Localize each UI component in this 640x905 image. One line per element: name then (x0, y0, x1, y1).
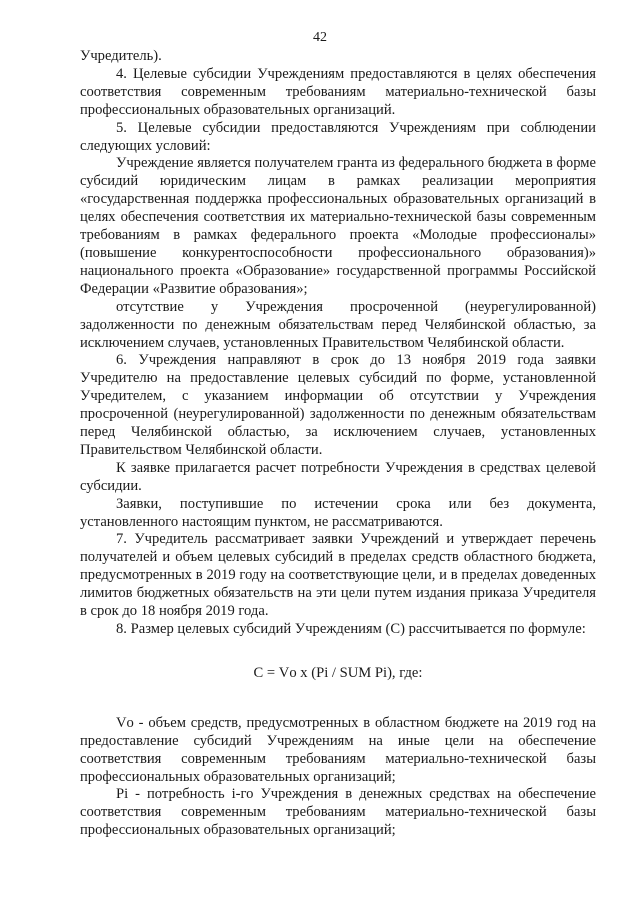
paragraph-item-8: 8. Размер целевых субсидий Учреждениям (С) рассчитывается по формуле: (116, 621, 586, 637)
paragraph-item-7: 7. Учредитель рассматривает заявки Учреждений и утверждает перечень получателей и объем целевых субсидий в пределах средств областного бюджета, предусмотренных в 2019 году на соответствующие цели, и в пределах доведенных лимитов бюджетных обязательств на эти цели путем издания приказа Учредителя в срок до 18 ноября 2019 года. (80, 531, 596, 620)
paragraph-item-6: 6. Учреждения направляют в срок до 13 ноября 2019 года заявки Учредителю на предоставление целевых субсидий по форме, установленной Учредителем, с указанием информации об отсутствии у Учреждения просроченной (неурегулированной) задолженности по денежным обязательствам перед Челябинской областью, за исключением случаев, установленных Правительством Челябинской области. (80, 352, 596, 458)
paragraph-item-5: 5. Целевые субсидии предоставляются Учреждениям при соблюдении следующих условий: (80, 119, 596, 154)
condition-grant: Учреждение является получателем гранта из федерального бюджета в форме субсидий юридическим лицам в рамках реализации мероприятия «государственная поддержка профессиональных образовательных организаций в целях обеспечения соответствия их материально-технической базы современным требованиям в рамках федерального проекта «Молодые профессионалы» (повышение конкурентоспособности профессионального образования)» национального проекта «Образование» государственной программы Российской Федерации «Развитие образования»; (80, 155, 596, 297)
definition-vo: Vо - объем средств, предусмотренных в областном бюджете на 2019 год на предоставление субсидий Учреждениям на иные цели на обеспечение соответствия современным требованиям материально-технической базы профессиональных образовательных организаций; (80, 714, 596, 785)
condition-no-debt: отсутствие у Учреждения просроченной (неурегулированной) задолженности по денежным обязательствам перед Челябинской областью, за исключением случаев, установленных Правительством Челябинской области. (80, 298, 596, 351)
subsidy-formula: С = Vо х (Pi / SUM Pi), где: (253, 664, 423, 681)
document-body (80, 48, 596, 840)
paragraph-attachment: К заявке прилагается расчет потребности Учреждения в средствах целевой субсидии. (80, 459, 596, 494)
definition-pi: Pi - потребность i-го Учреждения в денежных средствах на обеспечение соответствия современным требованиям материально-технической базы профессиональных образовательных организаций; (80, 786, 596, 839)
paragraph-continuation: Учредитель). (80, 48, 162, 64)
paragraph-item-4: 4. Целевые субсидии Учреждениям предоставляются в целях обеспечения соответствия современным требованиям материально-технической базы профессиональных образовательных организаций. (80, 65, 596, 118)
page-number: 42 (313, 30, 327, 45)
paragraph-late-applications: Заявки, поступившие по истечении срока или без документа, установленного настоящим пунктом, не рассматриваются. (80, 495, 596, 530)
